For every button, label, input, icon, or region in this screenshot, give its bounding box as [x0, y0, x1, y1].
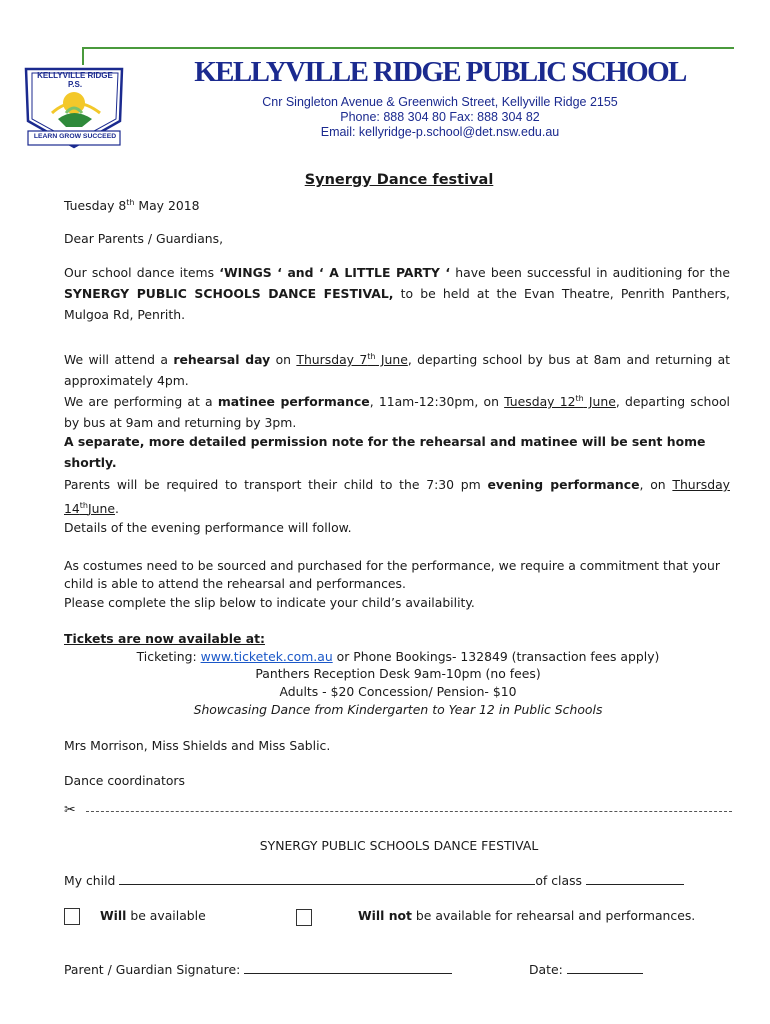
paragraph-costumes: As costumes need to be sourced and purchased for the performance, we require a commitment that your child is able to attend the rehearsal and performances. [64, 558, 720, 591]
will-available-label: Will be available [100, 908, 206, 923]
signoff-role: Dance coordinators [64, 773, 185, 788]
tickets-tagline: Showcasing Dance from Kindergarten to Year 12 in Public Schools [193, 702, 603, 717]
logo-motto: LEARN GROW SUCCEED [33, 133, 117, 140]
scissors-icon: ✂ [64, 802, 76, 818]
logo-text: KELLYVILLE RIDGE P.S. [37, 71, 113, 89]
salutation: Dear Parents / Guardians, [64, 231, 224, 246]
child-name-field[interactable] [119, 871, 535, 885]
date-field[interactable] [567, 960, 643, 974]
tickets-heading: Tickets are now available at: [64, 631, 265, 646]
school-logo [22, 63, 128, 151]
letter-date: Tuesday 8th May 2018 [64, 198, 200, 214]
signoff-names: Mrs Morrison, Miss Shields and Miss Sablic. [64, 738, 331, 753]
school-email: Email: kellyridge-p.school@det.nsw.edu.au [320, 125, 560, 139]
ticketek-link[interactable]: www.ticketek.com.au [200, 649, 333, 664]
will-not-available-checkbox[interactable] [296, 909, 312, 926]
tickets-line-1: Ticketing: www.ticketek.com.au or Phone Bookings- 132849 (transaction fees apply) [136, 649, 660, 664]
paragraph-slip-instruction: Please complete the slip below to indicate your child’s availability. [64, 595, 475, 610]
slip-title: SYNERGY PUBLIC SCHOOLS DANCE FESTIVAL [259, 838, 539, 853]
school-name: KELLYVILLE RIDGE PUBLIC SCHOOL [194, 56, 686, 88]
paragraph-evening: Parents will be required to transport their child to the 7:30 pm evening performance, on Thursday 14thJune. [64, 477, 730, 517]
will-not-available-label: Will not be available for rehearsal and performances. [358, 908, 696, 923]
signature-row: Parent / Guardian Signature: [64, 959, 464, 980]
class-field[interactable] [586, 871, 684, 885]
school-address: Cnr Singleton Avenue & Greenwich Street, Kellyville Ridge 2155 [262, 95, 618, 109]
signature-field[interactable] [244, 960, 452, 974]
cut-line [86, 811, 732, 812]
will-available-checkbox[interactable] [64, 908, 80, 925]
paragraph-permission-note: A separate, more detailed permission note for the rehearsal and matinee will be sent home shortly. [64, 434, 706, 470]
paragraph-rehearsal: We will attend a rehearsal day on Thursday 7th June, departing school by bus at 8am and returning at approximately 4pm. [64, 352, 731, 389]
paragraph-matinee: We are performing at a matinee performance, 11am-12:30pm, on Tuesday 12th June, departing school by bus at 9am and returning by 3pm. [64, 394, 730, 431]
paragraph-evening-details: Details of the evening performance will follow. [64, 520, 352, 535]
header-rule [82, 47, 734, 49]
letter-title: Synergy Dance festival [304, 172, 494, 188]
school-phone-fax: Phone: 888 304 80 Fax: 888 304 82 [340, 110, 540, 124]
slip-child-row: My child of class [64, 870, 744, 891]
tickets-prices: Adults - $20 Concession/ Pension- $10 [279, 684, 517, 699]
tickets-line-2: Panthers Reception Desk 9am-10pm (no fees) [255, 666, 541, 681]
paragraph-audition: Our school dance items ‘WINGS ‘ and ‘ A LITTLE PARTY ‘ have been successful in auditioning for the SYNERGY PUBLIC SCHOOLS DANCE FESTIVAL, to be held at the Evan Theatre, Penrith Panthers, Mulgoa Rd, Penrith. [64, 265, 730, 322]
date-row: Date: [529, 959, 729, 980]
